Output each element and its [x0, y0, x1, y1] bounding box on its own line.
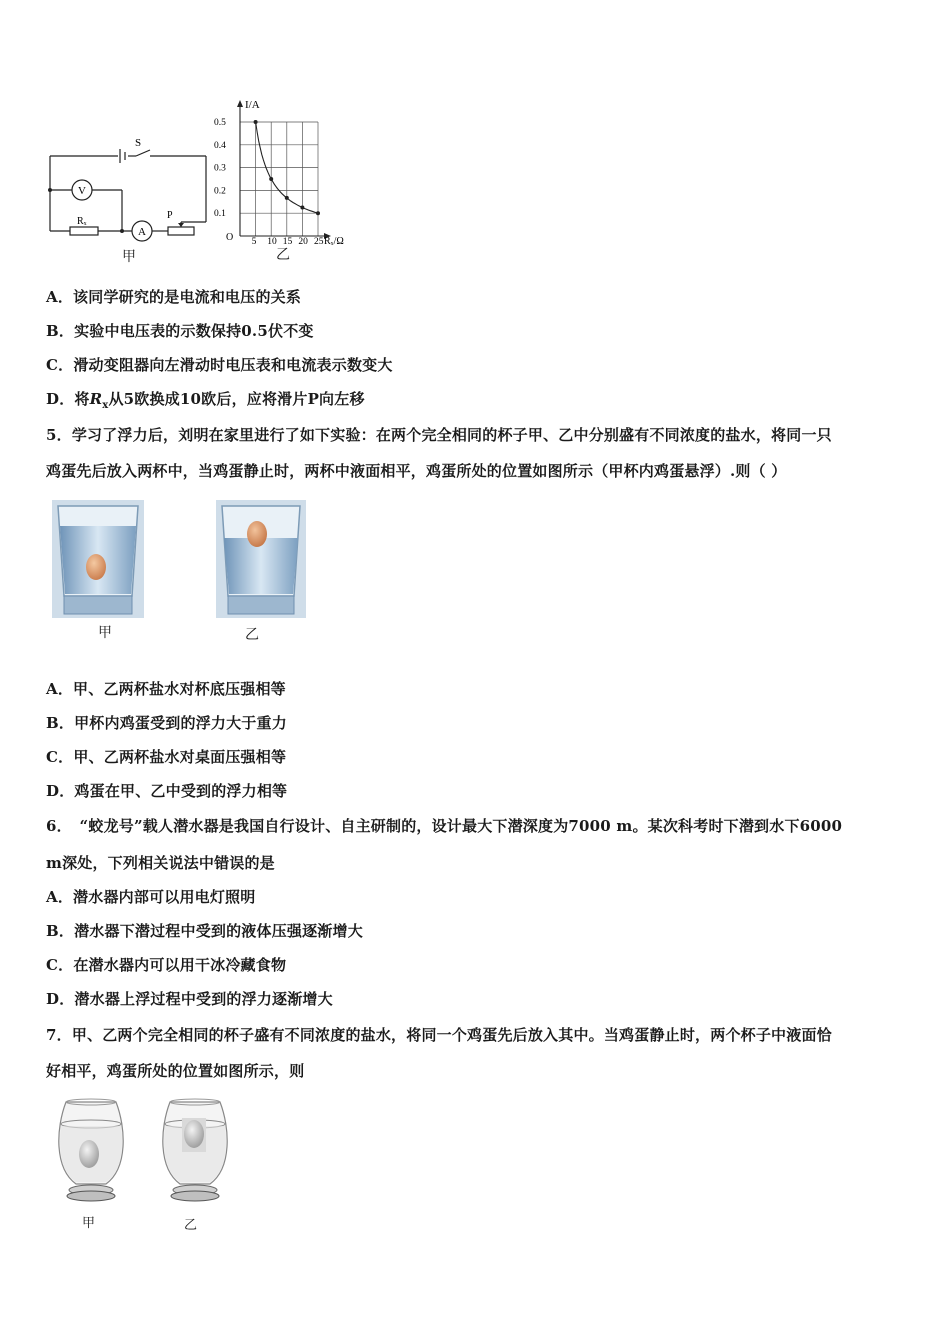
option-text: 潜水器下潜过程中受到的液体压强逐渐增大	[74, 922, 363, 940]
q6-option-c	[46, 954, 286, 975]
data-point	[254, 120, 258, 124]
y-tick-label: 0.5	[214, 118, 226, 128]
data-point	[269, 177, 273, 181]
option-letter: D．	[46, 390, 75, 408]
slider-label: P	[167, 210, 173, 221]
variable-r: R	[89, 390, 103, 408]
q5-option-d	[46, 780, 287, 801]
option-letter: B．	[46, 322, 75, 340]
q5-option-c	[46, 746, 286, 767]
option-letter: C．	[46, 356, 74, 374]
option-text-rest: 从5欧换成10欧后，应将滑片P向左移	[108, 390, 365, 408]
option-letter: B．	[46, 922, 75, 940]
y-tick-label: 0.3	[214, 163, 226, 174]
x-tick-label: 5	[251, 237, 257, 247]
option-text: 在潜水器内可以用干冰冷藏食物	[73, 956, 287, 974]
q6-option-b	[46, 920, 363, 941]
data-point	[316, 211, 320, 215]
q4-option-c	[46, 354, 393, 375]
q5-stem-line2: 鸡蛋先后放入两杯中，当鸡蛋静止时，两杯中液面相平，鸡蛋所处的位置如图所示（甲杯内鸡蛋悬浮）.则（ ）	[46, 462, 787, 480]
q6-stem-line1: 6． “蛟龙号”载人潜水器是我国自行设计、自主研制的，设计最大下潜深度为7000 m。某次科考时下潜到水下6000	[46, 817, 843, 835]
y-axis-label: I/A	[245, 99, 260, 111]
option-letter: A．	[46, 288, 74, 306]
q5-option-b	[46, 712, 287, 733]
circuit-caption: 甲	[122, 249, 136, 265]
graph-caption: 乙	[276, 247, 290, 263]
q4-option-d	[46, 388, 365, 411]
x-tick-label: 10	[267, 237, 277, 247]
q5-option-a	[46, 678, 286, 699]
data-point	[285, 196, 289, 200]
voltmeter-label: V	[78, 185, 86, 197]
option-letter: A．	[46, 680, 74, 698]
option-letter: C．	[46, 956, 74, 974]
option-text: 甲杯内鸡蛋受到的浮力大于重力	[74, 714, 287, 732]
y-tick-label: 0.1	[214, 209, 226, 220]
option-text: 甲、乙两杯盐水对杯底压强相等	[73, 680, 286, 698]
q6-stem-line2: m深处，下列相关说法中错误的是	[46, 854, 275, 872]
vase-yi-egg-floating	[156, 1098, 234, 1208]
q7-stem-line1: 7．甲、乙两个完全相同的杯子盛有不同浓度的盐水，将同一个鸡蛋先后放入其中。当鸡蛋静止时，两个杯子中液面恰	[46, 1026, 832, 1044]
data-point	[300, 206, 304, 210]
glass-jia-egg-suspended	[52, 500, 144, 618]
x-tick-label: 25	[314, 237, 324, 247]
q7-stem-line2: 好相平，鸡蛋所处的位置如图所示，则	[46, 1062, 305, 1080]
y-tick-label: 0.4	[214, 140, 226, 151]
option-text: 该同学研究的是电流和电压的关系	[73, 288, 302, 306]
option-text: 甲、乙两杯盐水对桌面压强相等	[73, 748, 287, 766]
q4-option-b	[46, 320, 314, 341]
option-text: 实验中电压表的示数保持0.5伏不变	[74, 322, 314, 340]
vase-yi-caption: 乙	[184, 1218, 198, 1233]
i-r-graph	[208, 96, 368, 251]
option-text: 潜水器内部可以用电灯照明	[73, 888, 256, 906]
option-text: 潜水器上浮过程中受到的浮力逐渐增大	[74, 990, 333, 1008]
vase-jia-egg-suspended	[52, 1098, 130, 1208]
q6-option-d	[46, 988, 333, 1009]
option-text: 鸡蛋在甲、乙中受到的浮力相等	[74, 782, 288, 800]
x-axis-label: Rₓ/Ω	[324, 236, 344, 247]
ammeter-label: A	[138, 226, 146, 238]
option-letter: D．	[46, 782, 75, 800]
switch-label: S	[135, 137, 142, 149]
x-tick-label: 15	[282, 237, 293, 247]
option-letter: D．	[46, 990, 75, 1008]
rx-label: Rₓ	[77, 216, 87, 227]
q4-option-a	[46, 286, 301, 307]
vase-jia-caption: 甲	[82, 1216, 96, 1231]
option-text: 滑动变阻器向左滑动时电压表和电流表示数变大	[73, 356, 393, 374]
glass-yi-egg-floating	[216, 500, 306, 618]
origin-label: O	[226, 232, 234, 243]
glass-yi-caption: 乙	[245, 627, 259, 643]
option-letter: B．	[46, 714, 75, 732]
option-letter: C．	[46, 748, 74, 766]
q6-option-a	[46, 886, 255, 907]
x-tick-label: 20	[298, 237, 308, 247]
option-text: 将	[74, 390, 90, 408]
glass-jia-caption: 甲	[98, 625, 112, 641]
option-letter: A．	[46, 888, 74, 906]
y-tick-label: 0.2	[214, 186, 226, 197]
q5-stem-line1: 5．学习了浮力后，刘明在家里进行了如下实验：在两个完全相同的杯子甲、乙中分别盛有不同浓度的盐水，将同一只	[46, 426, 832, 444]
variable-subscript: x	[102, 400, 109, 411]
